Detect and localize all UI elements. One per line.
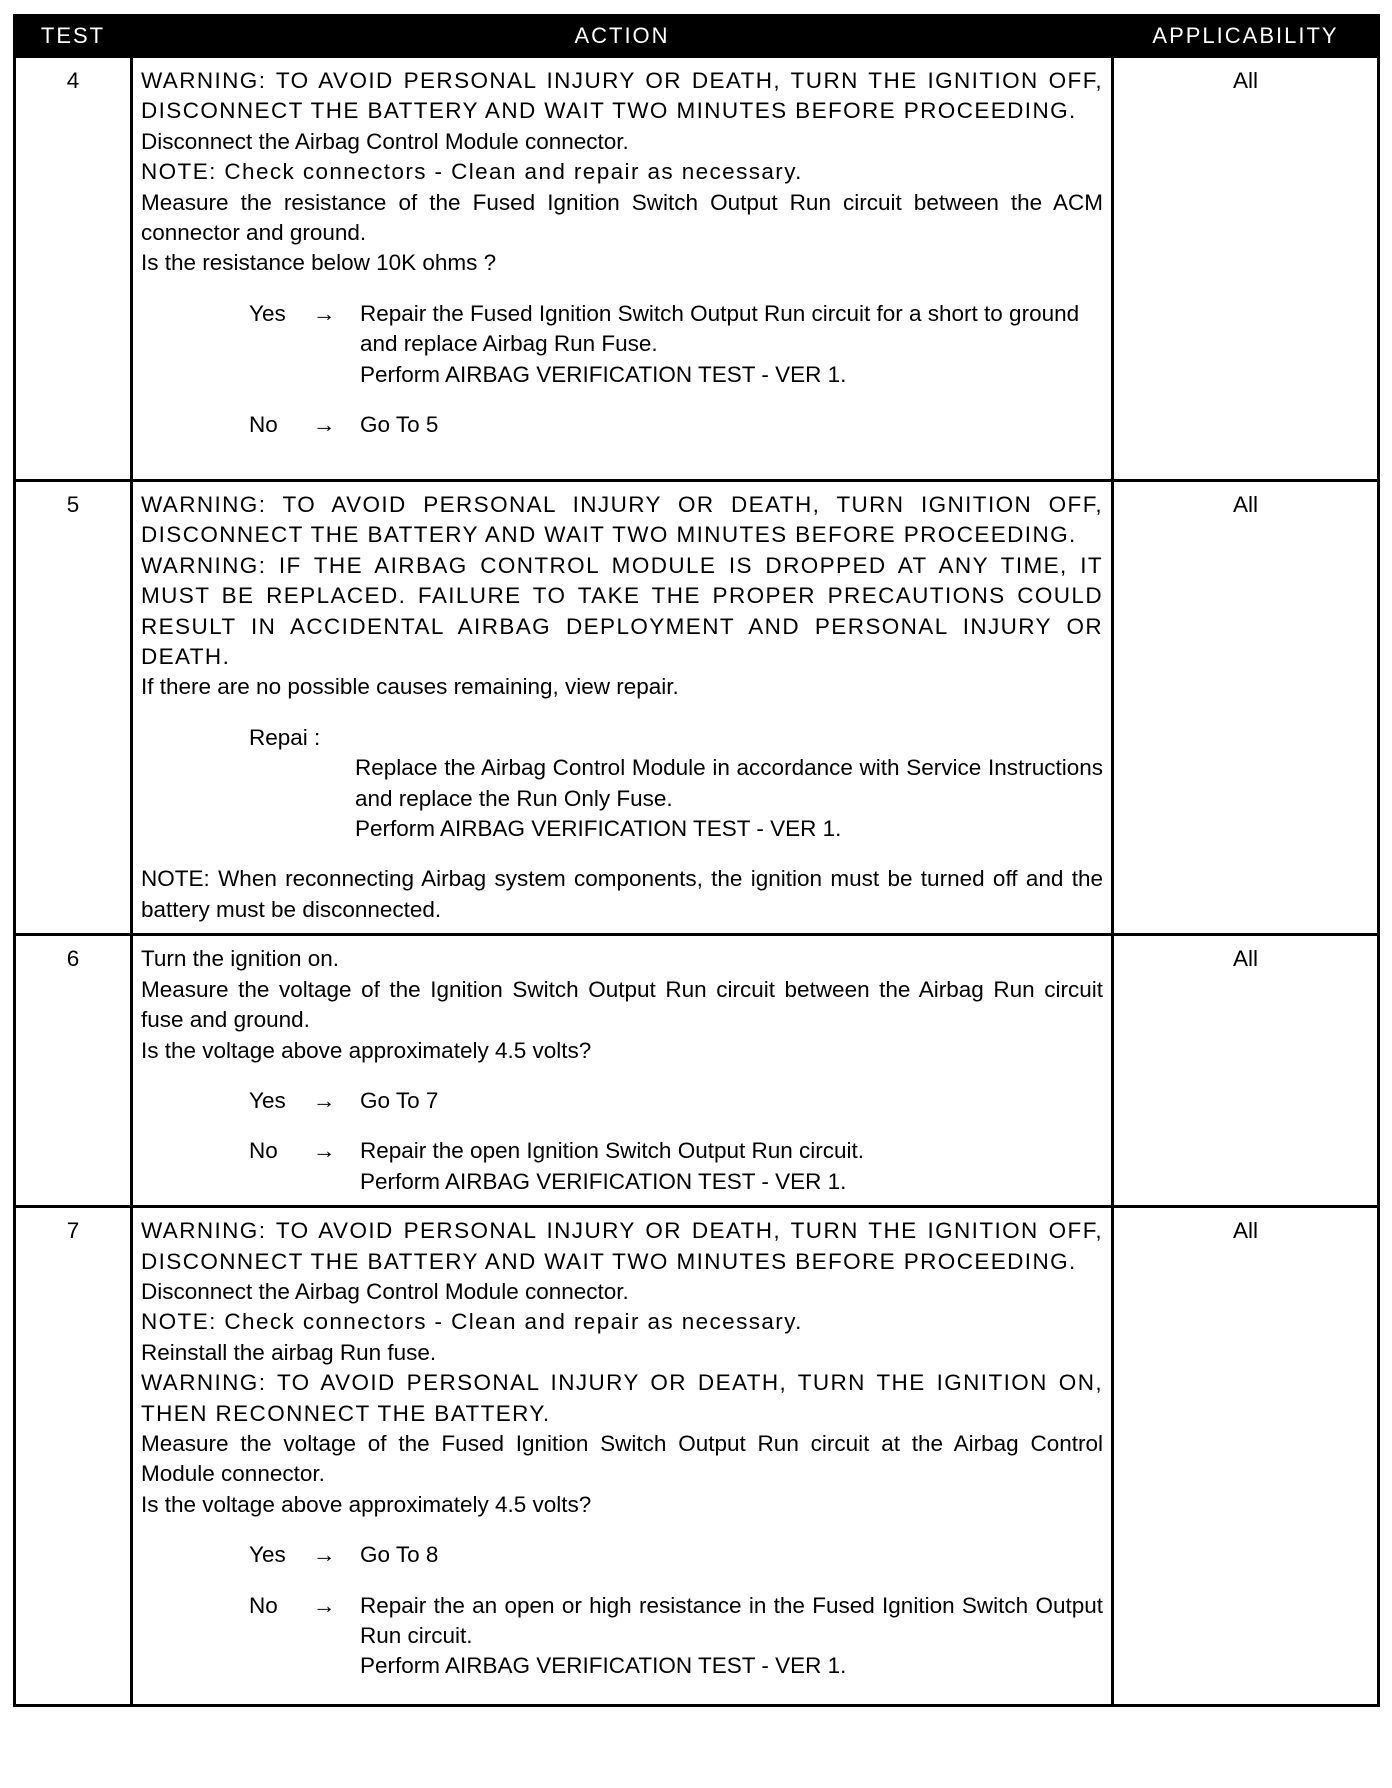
header-action: ACTION (132, 16, 1113, 57)
arrow-icon: → (313, 1138, 336, 1164)
yes-answer (141, 1540, 1103, 1570)
no-answer (141, 1591, 1103, 1682)
no-action: Perform AIRBAG VERIFICATION TEST - VER 1. (360, 1653, 847, 1679)
warning-text: WARNING: TO AVOID PERSONAL INJURY OR DEATH, TURN THE IGNITION OFF, DISCONNECT THE BATTERY AND WAIT TWO MINUTES BEFORE PROCEEDING. (141, 1218, 1103, 1274)
test-number: 6 (15, 935, 132, 1207)
warning-text: WARNING: TO AVOID PERSONAL INJURY OR DEATH, TURN THE IGNITION ON, THEN RECONNECT THE BATTERY. (141, 1370, 1103, 1426)
table-row (15, 935, 1379, 1207)
table-row (15, 481, 1379, 935)
no-action: Repair the open Ignition Switch Output Run circuit. (360, 1138, 865, 1164)
step-text: Measure the voltage of the Ignition Switch Output Run circuit between the Airbag Run circuit fuse and ground. (141, 976, 1103, 1033)
warning-text: WARNING: TO AVOID PERSONAL INJURY OR DEATH, TURN THE IGNITION OFF, DISCONNECT THE BATTERY AND WAIT TWO MINUTES BEFORE PROCEEDING. (141, 68, 1103, 124)
no-label: No (249, 1592, 278, 1618)
header-test: TEST (15, 16, 132, 57)
step-text: If there are no possible causes remaining, view repair. (141, 674, 679, 700)
note-text: NOTE: When reconnecting Airbag system components, the ignition must be turned off and the battery must be disconnected. (141, 866, 1103, 922)
applicability-value: All (1113, 57, 1379, 481)
table-row (15, 57, 1379, 481)
yes-label: Yes (249, 300, 286, 326)
arrow-icon: → (313, 300, 336, 326)
applicability-value: All (1113, 1207, 1379, 1706)
arrow-icon: → (313, 1087, 336, 1113)
yes-action: Repair the Fused Ignition Switch Output Run circuit for a short to ground and replace Airbag Run Fuse. (360, 300, 1080, 357)
yes-answer (141, 299, 1103, 390)
yes-answer (141, 1086, 1103, 1116)
step-text: Measure the resistance of the Fused Ignition Switch Output Run circuit between the ACM connector and ground. (141, 189, 1103, 246)
warning-text: WARNING: IF THE AIRBAG CONTROL MODULE IS DROPPED AT ANY TIME, IT MUST BE REPLACED. FAILURE TO TAKE THE PROPER PRECAUTIONS COULD RESULT IN ACCIDENTAL AIRBAG DEPLOYMENT AND PERSONAL INJURY OR DEATH. (141, 552, 1103, 670)
step-text: Turn the ignition on. (141, 946, 340, 972)
repair-label: Repai : (249, 724, 321, 750)
question-text: Is the resistance below 10K ohms ? (141, 250, 497, 276)
applicability-value: All (1113, 481, 1379, 935)
no-label: No (249, 1138, 278, 1164)
test-number: 7 (15, 1207, 132, 1706)
test-number: 4 (15, 57, 132, 481)
question-text: Is the voltage above approximately 4.5 volts? (141, 1491, 592, 1517)
action-cell (132, 481, 1113, 935)
step-text: Reinstall the airbag Run fuse. (141, 1339, 437, 1365)
yes-action: Perform AIRBAG VERIFICATION TEST - VER 1. (360, 361, 847, 387)
step-text: Disconnect the Airbag Control Module connector. (141, 1278, 629, 1304)
no-label: No (249, 412, 278, 438)
repair-action: Perform AIRBAG VERIFICATION TEST - VER 1. (355, 816, 842, 842)
action-cell (132, 935, 1113, 1207)
repair-action: Replace the Airbag Control Module in accordance with Service Instructions and replace the Run Only Fuse. (355, 755, 1103, 811)
warning-text: WARNING: TO AVOID PERSONAL INJURY OR DEATH, TURN IGNITION OFF, DISCONNECT THE BATTERY AND WAIT TWO MINUTES BEFORE PROCEEDING. (141, 492, 1103, 548)
arrow-icon: → (313, 412, 336, 438)
yes-action: Go To 8 (360, 1542, 439, 1568)
yes-label: Yes (249, 1087, 286, 1113)
step-text: Disconnect the Airbag Control Module connector. (141, 128, 629, 154)
header-applicability: APPLICABILITY (1113, 16, 1379, 57)
no-action: Perform AIRBAG VERIFICATION TEST - VER 1. (360, 1168, 847, 1194)
diagnostic-table (13, 14, 1380, 1707)
step-text: Measure the voltage of the Fused Ignition Switch Output Run circuit at the Airbag Control Module connector. (141, 1430, 1103, 1487)
action-cell (132, 1207, 1113, 1706)
yes-label: Yes (249, 1542, 286, 1568)
action-cell (132, 57, 1113, 481)
no-answer (141, 1136, 1103, 1197)
no-action: Repair the an open or high resistance in the Fused Ignition Switch Output Run circuit. (360, 1592, 1103, 1648)
arrow-icon: → (313, 1542, 336, 1568)
header-row (15, 16, 1379, 57)
table-row (15, 1207, 1379, 1706)
yes-action: Go To 7 (360, 1087, 439, 1113)
arrow-icon: → (313, 1592, 336, 1618)
note-text: NOTE: Check connectors - Clean and repair as necessary. (141, 1309, 803, 1335)
test-number: 5 (15, 481, 132, 935)
note-text: NOTE: Check connectors - Clean and repair as necessary. (141, 159, 803, 185)
applicability-value: All (1113, 935, 1379, 1207)
diagnostic-sheet (13, 14, 1377, 1707)
no-answer (141, 410, 1103, 440)
no-action: Go To 5 (360, 412, 439, 438)
question-text: Is the voltage above approximately 4.5 volts? (141, 1037, 592, 1063)
